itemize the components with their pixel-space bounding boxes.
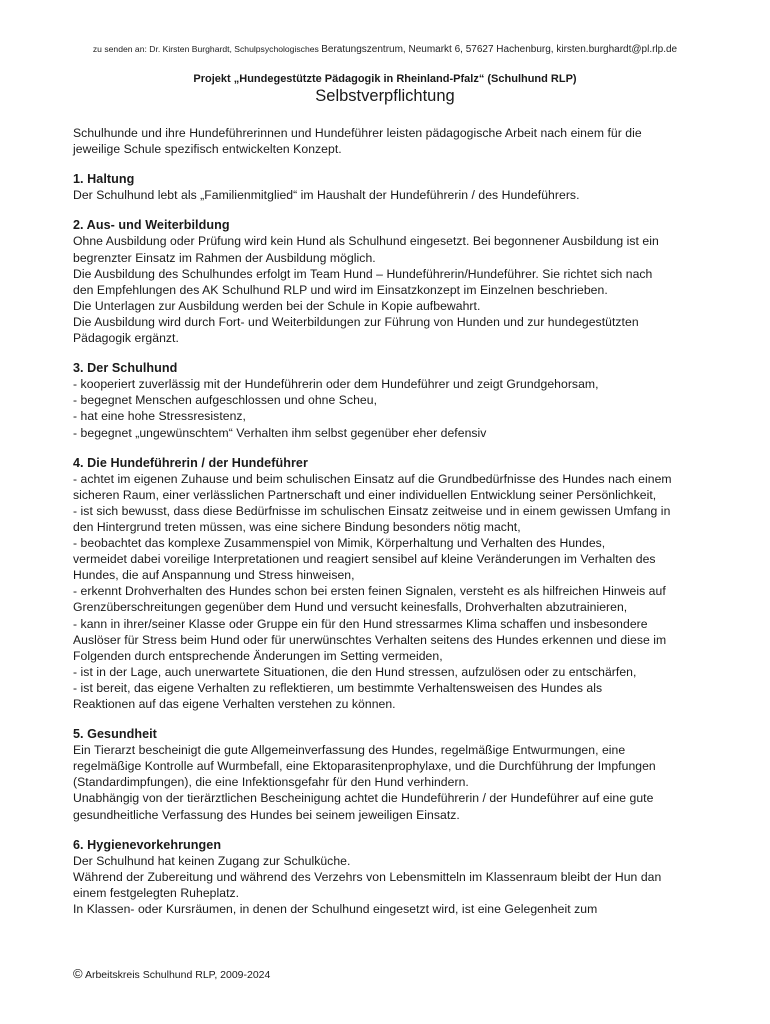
list-item: Auslöser für Stress beim Hund oder für unerwünschtes Verhalten seitens des Hundes erkennen und diese im [73,632,667,647]
section-line: regelmäßige Kontrolle auf Wurmbefall, eine Ektoparasitenprophylaxe, und die Durchführung der Impfungen [73,759,656,774]
section-line: gesundheitliche Verfassung des Hundes bei seinem jeweiligen Einsatz. [73,807,460,822]
section-line: Unabhängig von der tierärztlichen Bescheinigung achtet die Hundeführerin / der Hundeführer auf eine gute [73,791,654,806]
section-line: Pädagogik ergänzt. [73,331,179,346]
section-heading: 6. Hygienevorkehrungen [73,837,222,852]
section-schulhund [73,360,703,440]
document-body [73,125,703,917]
list-item: Reaktionen auf das eigene Verhalten verstehen zu können. [73,697,396,711]
section-line: Die Ausbildung des Schulhundes erfolgt im Team Hund – Hundeführerin/Hundeführer. Sie richtet sich nach [73,266,653,281]
section-line: Die Unterlagen zur Ausbildung werden bei der Schule in Kopie aufbewahrt. [73,298,481,313]
list-item: - ist in der Lage, auch unerwartete Situationen, die den Hund stressen, aufzulösen oder zu entschärfen, [73,664,637,679]
section-line: begrenzter Einsatz im Rahmen der Ausbildung möglich. [73,250,376,265]
list-item: - hat eine hohe Stressresistenz, [73,409,246,424]
section-line: einem festgelegten Ruheplatz. [73,885,240,900]
section-hundefuehrer [73,455,703,713]
list-item: Hundes, die auf Anspannung und Stress hinweisen, [73,568,355,583]
page-footer [73,966,270,981]
section-line: Der Schulhund lebt als „Familienmitglied“ im Haushalt der Hundeführerin / des Hundeführers. [73,188,580,203]
section-haltung [73,171,703,203]
list-item: sicheren Raum, einer verlässlichen Partnerschaft und einer individuellen Entwicklung seiner Persönlichkeit, [73,487,657,502]
list-item: - ist sich bewusst, dass diese Bedürfnisse im schulischen Einsatz zeitweise und in einem gewissen Umfang in [73,503,671,518]
section-heading: 3. Der Schulhund [73,361,178,376]
list-item: - erkennt Drohverhalten des Hundes schon bei ersten feinen Signalen, versteht es als hilfreichen Hinweis auf [73,584,666,599]
section-heading: 1. Haltung [73,172,135,187]
list-item: - beobachtet das komplexe Zusammenspiel von Mimik, Körperhaltung und Verhalten des Hundes, [73,536,606,551]
list-item: Grenzüberschreitungen gegenüber dem Hund und versucht keinesfalls, Drohverhalten abzutrainieren, [73,600,628,615]
page-title: Selbstverpflichtung [315,87,455,105]
list-item: - kann in ihrer/seiner Klasse oder Gruppe ein für den Hund stressarmes Klima schaffen und insbesondere [73,616,648,631]
section-hygiene [73,837,703,917]
list-item: - kooperiert zuverlässig mit der Hundeführerin oder dem Hundeführer und zeigt Grundgehorsam, [73,377,599,392]
send-to-address-text: Beratungszentrum, Neumarkt 6, 57627 Hachenburg, kirsten.burghardt@pl.rlp.de [321,44,678,55]
list-item: - begegnet Menschen aufgeschlossen und ohne Scheu, [73,393,378,408]
intro-line: jeweilige Schule spezifisch entwickelten Konzept. [73,142,342,157]
list-item: - ist bereit, das eigene Verhalten zu reflektieren, um bestimmte Verhaltensweisen des Hundes als [73,680,603,695]
section-ausbildung [73,217,703,346]
section-line: (Standardimpfungen), die eine Infektionsgefahr für den Hund verhindern. [73,775,469,790]
list-item: Folgenden durch entsprechende Änderungen im Setting vermeiden, [73,648,443,663]
project-line: Projekt „Hundegestützte Pädagogik in Rheinland-Pfalz“ (Schulhund RLP) [193,73,577,85]
intro-line: Schulhunde und ihre Hundeführerinnen und Hundeführer leisten pädagogische Arbeit nach einem für die [73,126,642,140]
section-line: In Klassen- oder Kursräumen, in denen der Schulhund eingesetzt wird, ist eine Gelegenheit zum [73,902,598,917]
intro-paragraph [73,125,703,157]
section-gesundheit [73,726,703,823]
section-line: Während der Zubereitung und während des Verzehrs von Lebensmitteln im Klassenraum bleibt der Hun dan [73,869,662,884]
section-line: den Empfehlungen des AK Schulhund RLP und wird im Einsatzkonzept im Einzelnen beschrieben. [73,282,608,297]
section-heading: 5. Gesundheit [73,727,157,742]
copyright-icon: © [73,966,83,981]
footer-text: Arbeitskreis Schulhund RLP, 2009-2024 [84,969,271,981]
list-item: vermeidet dabei voreilige Interpretationen und reagiert sensibel auf kleine Veränderungen im Verhalten des [73,552,656,567]
section-heading: 2. Aus- und Weiterbildung [73,218,230,233]
section-line: Ohne Ausbildung oder Prüfung wird kein Hund als Schulhund eingesetzt. Bei begonnener Ausbildung ist ein [73,234,659,249]
section-line: Ein Tierarzt bescheinigt die gute Allgemeinverfassung des Hundes, regelmäßige Entwurmungen, eine [73,743,626,758]
send-to-line [0,44,770,55]
list-item: - begegnet „ungewünschtem“ Verhalten ihm selbst gegenüber eher defensiv [73,425,487,440]
section-heading: 4. Die Hundeführerin / der Hundeführer [73,455,308,470]
section-line: Der Schulhund hat keinen Zugang zur Schulküche. [73,853,351,868]
send-to-small-text: zu senden an: Dr. Kirsten Burghardt, Schulpsychologisches [92,44,319,54]
section-line: Die Ausbildung wird durch Fort- und Weiterbildungen zur Führung von Hunden und zur hundegestützten [73,314,639,329]
list-item: den Hintergrund treten müssen, was eine sichere Bindung besonders nötig macht, [73,519,521,534]
list-item: - achtet im eigenen Zuhause und beim schulischen Einsatz auf die Grundbedürfnisse des Hundes nach einem [73,471,672,486]
